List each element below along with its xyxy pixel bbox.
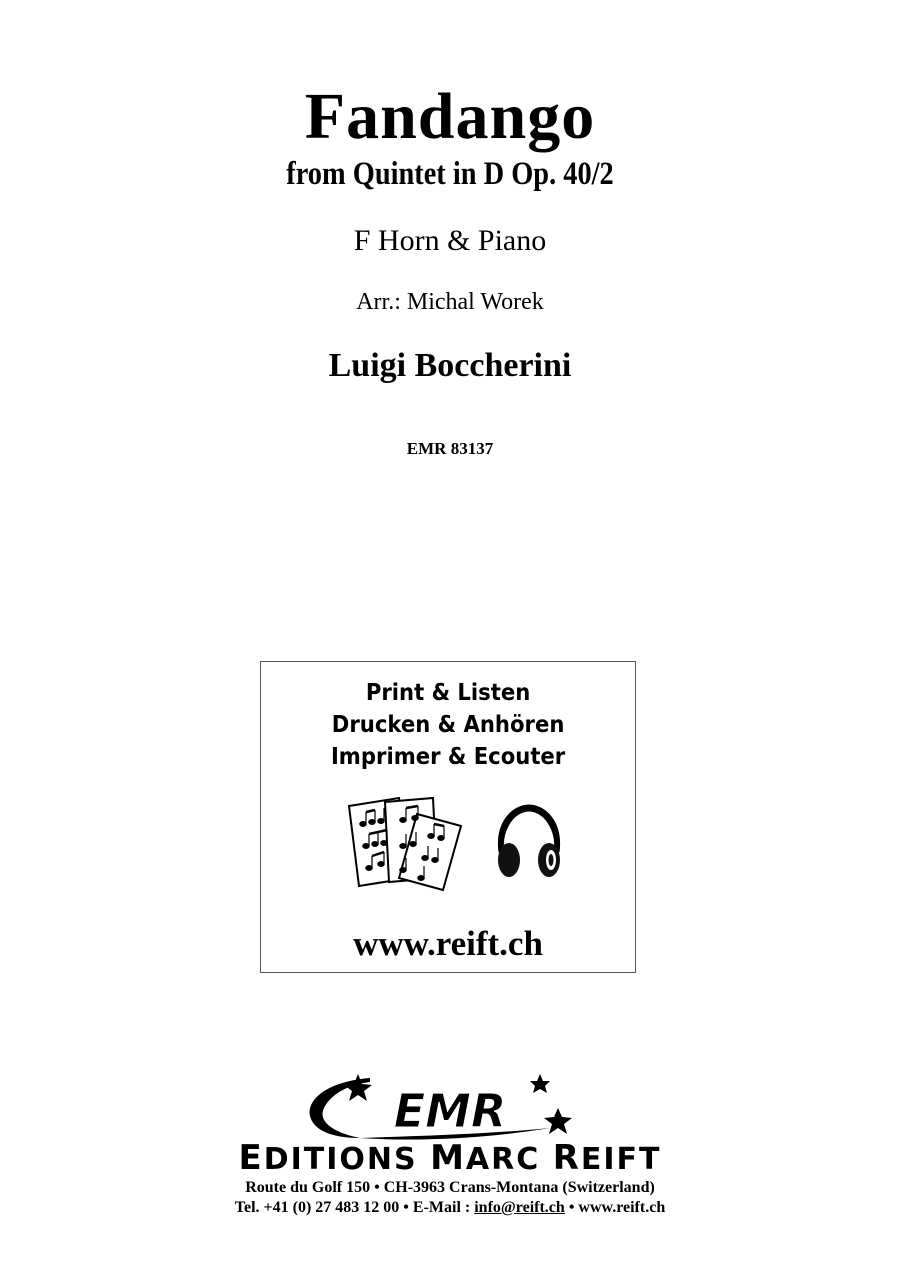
publisher-contact — [0, 1198, 900, 1218]
emr-logo — [300, 1072, 600, 1142]
instrumentation: F Horn & Piano — [353, 224, 547, 257]
headphones-icon — [494, 804, 564, 884]
publisher-initial-m: M — [430, 1138, 466, 1178]
promo-line-german: Drucken & Anhören — [331, 712, 565, 738]
catalog-number: EMR 83137 — [406, 439, 494, 458]
publisher-initial-r: R — [552, 1138, 581, 1178]
score-title: Fandango — [304, 80, 596, 153]
publisher-name-reift: EIFT — [580, 1142, 662, 1177]
emr-logo-text: EMR — [393, 1084, 507, 1138]
publisher-name — [0, 1140, 900, 1178]
promo-line-french: Imprimer & Ecouter — [330, 744, 566, 770]
publisher-name-marc: ARC — [465, 1142, 553, 1177]
print-listen-box — [260, 661, 636, 973]
promo-line-english: Print & Listen — [365, 680, 531, 706]
publisher-initial-e: E — [238, 1138, 264, 1178]
composer-name: Luigi Boccherini — [328, 347, 572, 384]
email-link[interactable]: info@reift.ch — [474, 1199, 565, 1216]
sheet-music-icon — [341, 792, 471, 892]
publisher-address: Route du Golf 150 • CH-3963 Crans-Montana (Switzerland) — [245, 1179, 655, 1196]
publisher-name-editions: DITIONS — [263, 1142, 431, 1177]
promo-website: www.reift.ch — [353, 924, 543, 963]
score-subtitle: from Quintet in D Op. 40/2 — [286, 156, 614, 192]
contact-website: • www.reift.ch — [564, 1199, 666, 1216]
arranger-credit: Arr.: Michal Worek — [356, 289, 544, 315]
contact-phone: Tel. +41 (0) 27 483 12 00 • E-Mail : — [234, 1199, 475, 1216]
